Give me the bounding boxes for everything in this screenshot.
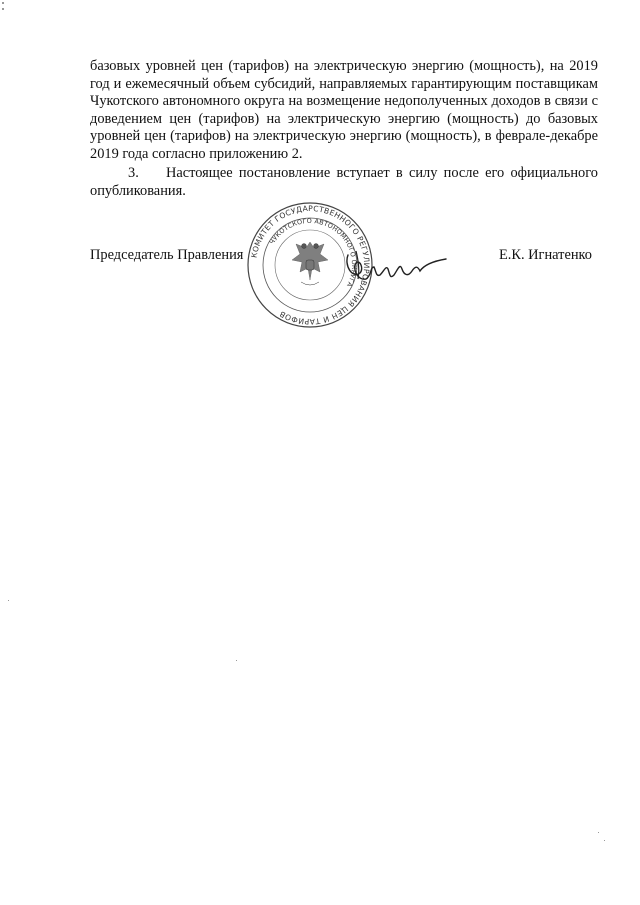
scan-speck <box>2 8 4 10</box>
stamp-outer-text: КОМИТЕТ ГОСУДАРСТВЕННОГО РЕГУЛИРОВАНИЯ ЦЕН И ТАРИФОВ <box>249 203 372 327</box>
handwritten-signature <box>330 245 450 290</box>
scan-speck <box>604 840 605 841</box>
scan-speck <box>2 2 4 4</box>
paragraph-3 <box>90 165 598 200</box>
paragraph-number: 3. <box>128 165 139 181</box>
coat-of-arms-icon <box>292 242 328 285</box>
scan-speck <box>598 832 599 833</box>
signatory-name: Е.К. Игнатенко <box>498 247 592 263</box>
signatory-title: Председатель Правления <box>90 247 244 263</box>
stamp-inner-text: ЧУКОТСКОГО АВТОНОМНОГО ОКРУГА <box>268 216 359 289</box>
scan-speck <box>8 600 9 601</box>
paragraph-continuation: базовых уровней цен (тарифов) на электрическую энергию (мощность), на 2019 год и ежемесячный объем субсидий, направляемых гарантирующим поставщикам Чукотского автономного округа на возмещение недополученных доходов в связи с доведением цен (тарифов) на электрическую энергию (мощность) до базовых уровней цен (тарифов) на электрическую энергию (мощность), в феврале-декабре 2019 года согласно приложению 2. <box>90 58 598 162</box>
paragraph-3-text: Настоящее постановление вступает в силу после его официального опубликования. <box>90 165 598 199</box>
scan-speck <box>236 660 237 661</box>
